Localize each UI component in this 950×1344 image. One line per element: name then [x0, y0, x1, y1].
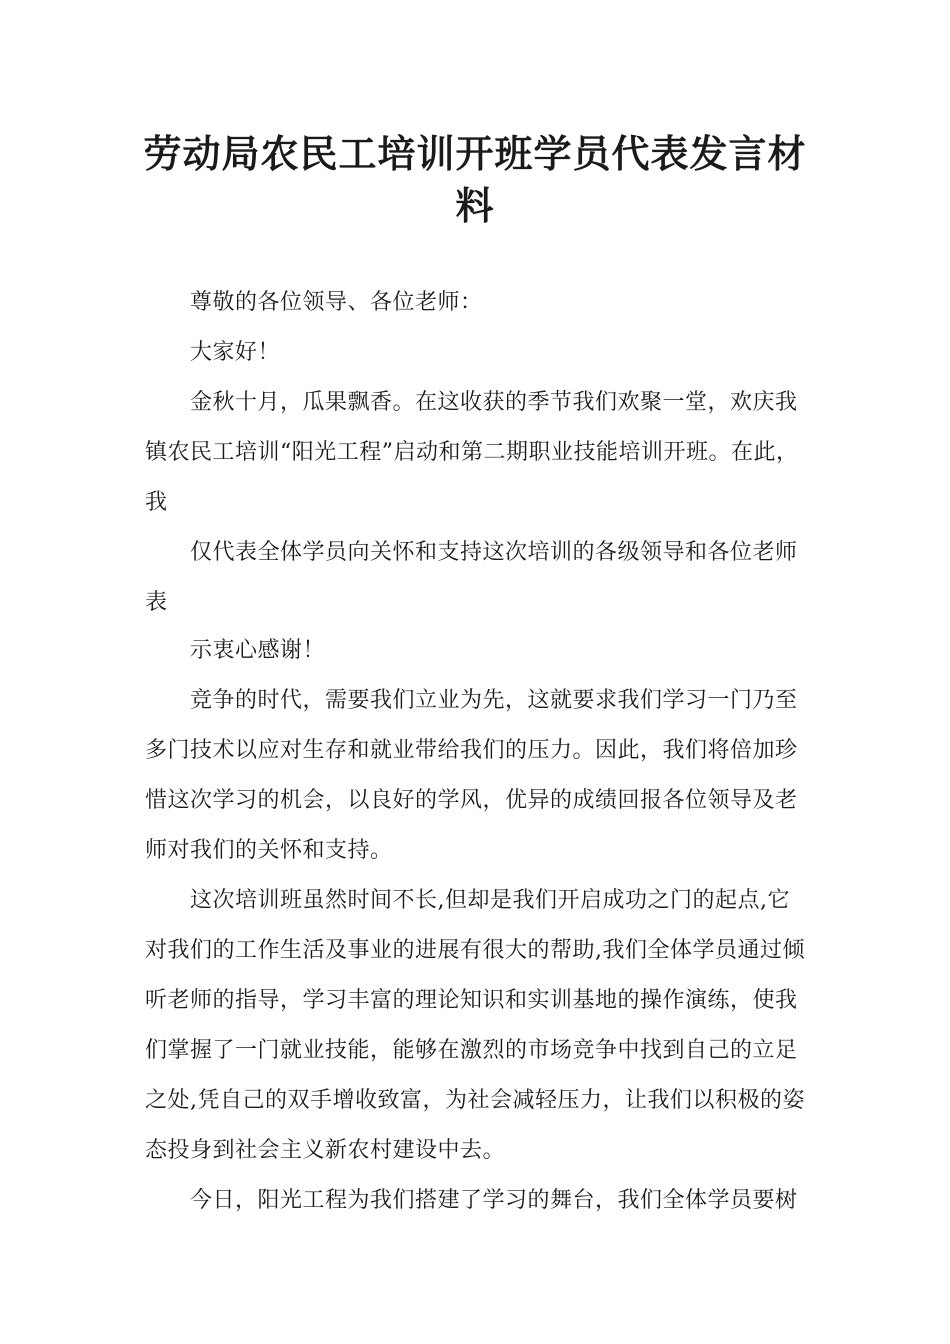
document-title-line-2: 料 [455, 184, 495, 228]
salutation: 尊敬的各位领导、各位老师： [190, 290, 483, 315]
document-title-line-1: 劳动局农民工培训开班学员代表发言材 [143, 132, 807, 176]
body-line: 竞争的时代，需要我们立业为先，这就要求我们学习一门乃至 [190, 688, 798, 713]
body-line: 之处,凭自己的双手增收致富，为社会减轻压力，让我们以积极的姿 [145, 1088, 805, 1113]
greeting: 大家好！ [190, 340, 281, 365]
body-line: 镇农民工培训“阳光工程”启动和第二期职业技能培训开班。在此， [145, 440, 799, 465]
body-line: 惜这次学习的机会，以良好的学风，优异的成绩回报各位领导及老 [145, 788, 798, 813]
body-line: 态投身到社会主义新农村建设中去。 [145, 1138, 506, 1163]
body-line: 金秋十月，瓜果飘香。在这收获的季节我们欢聚一堂，欢庆我 [190, 390, 798, 415]
body-line: 仅代表全体学员向关怀和支持这次培训的各级领导和各位老师 [190, 540, 798, 565]
body-line: 多门技术以应对生存和就业带给我们的压力。因此，我们将倍加珍 [145, 738, 798, 763]
body-line: 们掌握了一门就业技能，能够在激烈的市场竞争中找到自己的立足 [145, 1038, 798, 1063]
body-line: 表 [145, 590, 168, 615]
body-line: 听老师的指导，学习丰富的理论知识和实训基地的操作演练，使我 [145, 988, 798, 1013]
body-line: 示衷心感谢！ [190, 638, 326, 663]
body-line: 对我们的工作生活及事业的进展有很大的帮助,我们全体学员通过倾 [145, 938, 805, 963]
body-line: 今日，阳光工程为我们搭建了学习的舞台，我们全体学员要树 [190, 1188, 798, 1213]
body-line: 我 [145, 490, 168, 515]
body-line: 这次培训班虽然时间不长,但却是我们开启成功之门的起点,它 [190, 888, 790, 913]
body-line: 师对我们的关怀和支持。 [145, 838, 393, 863]
